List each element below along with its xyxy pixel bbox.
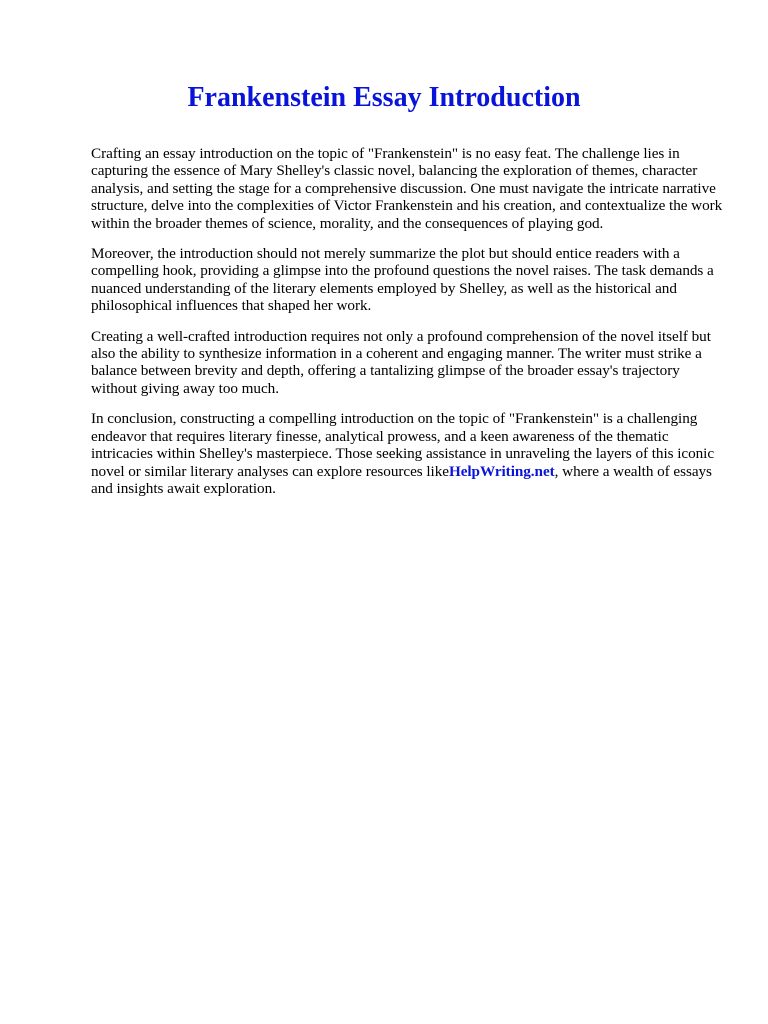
paragraph-3: Creating a well-crafted introduction requires not only a profound comprehension of the novel itself but also the ability to synthesize information in a coherent and engaging manner. The writer must strike a balance between brevity and depth, offering a tantalizing glimpse of the broader essay's trajectory without giving away too much. [91,327,711,397]
conclusion-text: In conclusion, constructing a compelling introduction on the topic of "Frankenstein" is a challenging endeavor that requires literary finesse, analytical prowess, and a keen awareness of the thematic intricacies within Shelley's masterpiece. Those seeking assistance in unraveling the layers of this iconic novel or similar literary analyses can explore resources like [91,410,715,480]
conclusion-tail-text: , where a wealth of essays and insights await exploration. [91,462,712,497]
page-title: Frankenstein Essay Introduction [187,82,581,113]
paragraph-1: Crafting an essay introduction on the topic of "Frankenstein" is no easy feat. The challenge lies in capturing the essence of Mary Shelley's classic novel, balancing the exploration of themes, character analysis, and setting the stage for a comprehensive discussion. One must navigate the intricate narrative structure, delve into the complexities of Victor Frankenstein and his creation, and contextualize the work within the broader themes of science, morality, and the consequences of playing god. [91,145,723,232]
helpwriting-link[interactable]: HelpWriting.net [448,462,555,480]
paragraph-conclusion [91,410,724,497]
paragraph-2: Moreover, the introduction should not merely summarize the plot but should entice readers with a compelling hook, providing a glimpse into the profound questions the novel raises. The task demands a nuanced understanding of the literary elements employed by Shelley, as well as the historical and philosophical influences that shaped her work. [91,245,714,315]
